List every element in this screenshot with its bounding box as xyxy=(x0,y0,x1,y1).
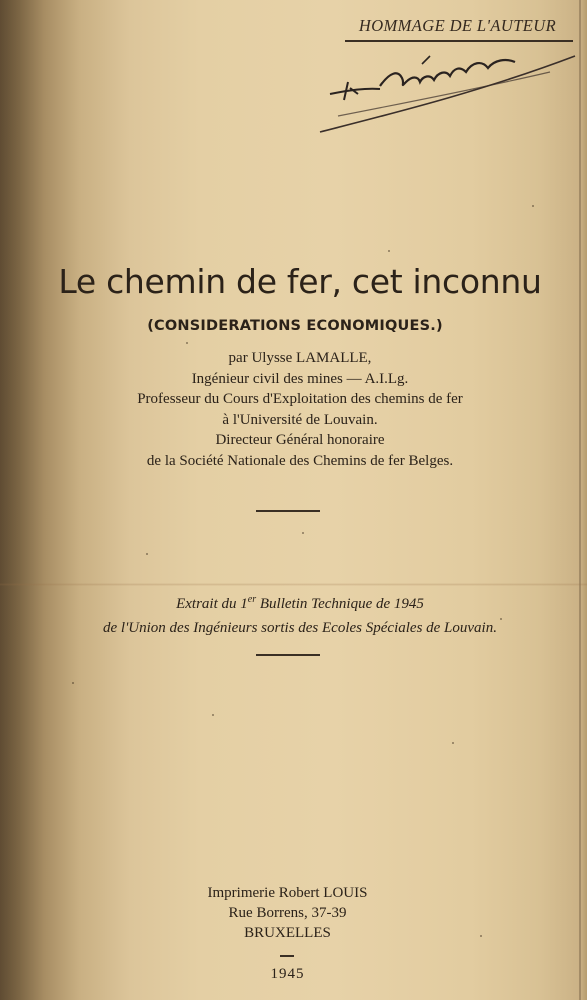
page-edge xyxy=(579,0,581,1000)
separator-rule xyxy=(280,955,294,957)
dedication-stamp: HOMMAGE DE L'AUTEUR xyxy=(358,16,557,35)
extract-note xyxy=(40,588,560,640)
paper-speck xyxy=(302,532,304,534)
author-line: Ingénieur civil des mines — A.I.Lg. xyxy=(191,370,409,387)
author-line: Professeur du Cours d'Exploitation des chemins de fer xyxy=(137,391,463,407)
printer-street: Rue Borrens, 37-39 xyxy=(228,905,347,921)
author-line: Directeur Général honoraire xyxy=(215,432,385,448)
publication-year: 1945 xyxy=(270,966,305,982)
paper-speck xyxy=(72,682,74,684)
paper-speck xyxy=(146,553,148,555)
separator-rule xyxy=(256,510,320,512)
paper-speck xyxy=(452,742,454,744)
author-line: de la Société Nationale des Chemins de fer Belges. xyxy=(146,452,454,469)
paper-speck xyxy=(186,342,188,344)
author-signature xyxy=(310,42,580,137)
separator-rule xyxy=(256,654,320,656)
paper-speck xyxy=(388,250,390,252)
document-subtitle: (CONSIDERATIONS ECONOMIQUES.) xyxy=(147,318,443,334)
extract-line-1: Extrait du 1er Bulletin Technique de 1945 xyxy=(176,594,424,612)
printer-name: Imprimerie Robert LOUIS xyxy=(207,885,368,901)
author-block xyxy=(60,348,540,471)
paper-speck xyxy=(212,714,214,716)
paper-speck xyxy=(532,205,534,207)
printer-city: BRUXELLES xyxy=(244,925,331,941)
document-title: Le chemin de fer, cet inconnu xyxy=(58,262,542,301)
author-byline: par Ulysse LAMALLE, xyxy=(228,350,372,366)
printer-imprint xyxy=(140,883,435,943)
author-line: à l'Université de Louvain. xyxy=(222,411,378,428)
extract-line-2: de l'Union des Ingénieurs sortis des Ecoles Spéciales de Louvain. xyxy=(103,620,497,636)
paper-speck xyxy=(480,935,482,937)
paper-speck xyxy=(500,618,502,620)
